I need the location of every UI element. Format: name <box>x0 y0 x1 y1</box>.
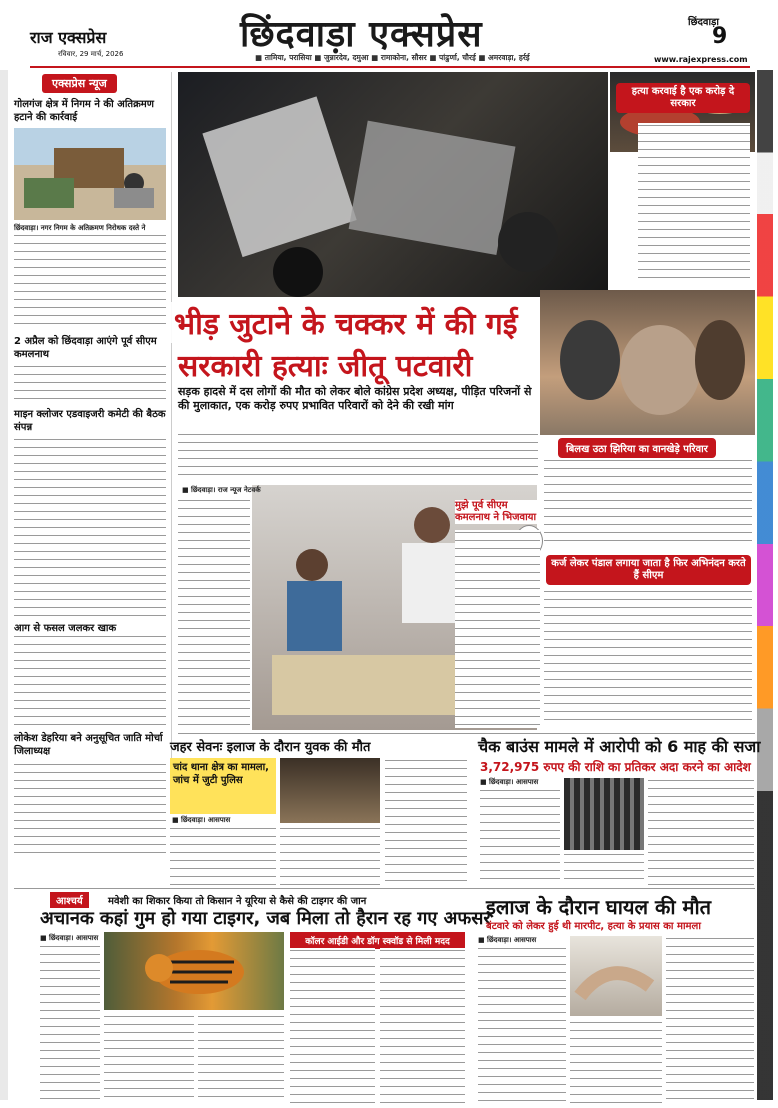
right-box-2 <box>540 438 755 551</box>
right-box-1-title: हत्या करवाई है एक करोड़ दे सरकार <box>616 83 750 113</box>
tiger-box-title: कॉलर आईडी और डॉग स्क्वॉड से मिली मदद <box>290 932 465 949</box>
injured-body-1 <box>478 946 566 1104</box>
cheque-body-1 <box>480 788 560 886</box>
color-strip <box>757 70 773 1100</box>
theft-photo <box>280 758 380 823</box>
lead-photo-accident <box>178 72 608 297</box>
issue-date: रविवार, 29 मार्च, 2026 <box>58 50 124 58</box>
sidebar-story-4-body <box>14 634 166 728</box>
poison-body-1 <box>280 826 380 886</box>
injured-body-2 <box>570 1020 662 1104</box>
lead-sub-title: मुझे पूर्व सीएम कमलनाथ ने भिजवाया <box>455 500 545 524</box>
injured-photo <box>570 936 662 1016</box>
cheque-body-3 <box>648 778 754 886</box>
page-number: 9 <box>712 24 728 49</box>
byline-3: ■ छिंदवाड़ा। आसपास <box>480 778 539 786</box>
sidebar-story-2-title: 2 अप्रैल को छिंदवाड़ा आएंगे पूर्व सीएम कमलनाथ <box>14 336 157 360</box>
byline-1: छिंदवाड़ा। नगर निगम के अतिक्रमण निरोधक दस्ते ने <box>14 224 146 232</box>
right-box-1 <box>610 83 755 290</box>
lead-body-col-1 <box>178 498 250 728</box>
sidebar-story-5-title: लोकेश डेहरिया बने अनुसूचित जाति मोर्चा जिलाध्यक्ष <box>14 733 163 757</box>
cheque-title: चैक बाउंस मामले में आरोपी को 6 माह की सजा <box>478 737 761 756</box>
right-photo-mourners <box>540 290 755 435</box>
byline-2: ■ छिंदवाड़ा। आसपास <box>172 816 231 824</box>
cheque-body-2 <box>564 852 644 886</box>
right-box-1-body <box>638 123 750 283</box>
tiger-body-2 <box>104 1014 194 1104</box>
tiger-kicker: आश्चर्य <box>50 892 89 908</box>
masthead-title: छिंदवाड़ा एक्सप्रेस <box>240 14 483 55</box>
injured-subtitle: बंटवारे को लेकर हुई थी मारपीट, हत्या के प्रयास का मामला <box>486 921 701 932</box>
poison-title: जहर सेवनः इलाज के दौरान युवक की मौत <box>170 740 371 755</box>
masthead-rule <box>30 66 750 68</box>
right-box-3-title: कर्ज लेकर पंडाल लगाया जाता है फिर अभिनंदन करते हैं सीएम <box>546 555 751 585</box>
sidebar-story-5-body <box>14 762 166 856</box>
masthead <box>0 0 778 68</box>
tiger-body-1 <box>40 944 100 1104</box>
city-label: छिंदवाड़ा <box>688 17 719 28</box>
theft-body <box>170 826 276 886</box>
tiger-kicker-2: मवेशी का शिकार किया तो किसान ने यूरिया से कैसे की टाइगर की जान <box>108 896 367 907</box>
lead-deck: सड़क हादसे में दस लोगों की मौत को लेकर बोले कांग्रेस प्रदेश अध्यक्ष, पीड़ित परिजनों से की मुलाकात, एक करोड़ रुपए प्रभावित परिवारों को देने की रखी मांग <box>178 385 532 412</box>
sidebar-story-1-body <box>14 233 166 331</box>
photo-credit: ■ छिंदवाड़ा। राज न्यूज नेटवर्क <box>182 486 261 494</box>
brand-left: राज एक्सप्रेस <box>30 28 107 47</box>
right-box-3 <box>540 555 755 730</box>
tiger-body-5 <box>380 948 465 1104</box>
cheque-photo <box>564 778 644 850</box>
right-box-3-body <box>544 589 752 726</box>
lead-headline-1: भीड़ जुटाने के चक्कर में की गई <box>170 302 522 343</box>
left-bar <box>0 70 8 1100</box>
byline-5: ■ छिंदवाड़ा। आसपास <box>478 936 537 944</box>
sidebar-story-2-body <box>14 364 166 404</box>
tiger-body-4 <box>290 948 375 1104</box>
cheque-subtitle: 3,72,975 रुपए की राशि का प्रतिकर अदा करने का आदेश <box>480 760 751 774</box>
poison-body-2 <box>385 758 467 886</box>
website: www.rajexpress.com <box>654 55 748 64</box>
tiger-photo <box>104 932 284 1010</box>
sidebar-header: एक्सप्रेस न्यूज <box>42 74 117 93</box>
lead-intro <box>178 432 538 477</box>
theft-title: चांद थाना क्षेत्र का मामला, जांच में जुटी पुलिस <box>173 762 269 786</box>
sidebar-story-3-title: माइन क्लोजर एडवाइजरी कमेटी की बैठक संपन्न <box>14 409 166 433</box>
divider-2 <box>14 888 755 889</box>
right-box-2-body <box>544 458 752 548</box>
divider-1 <box>178 733 755 734</box>
sidebar <box>12 72 172 762</box>
encroachment-photo <box>14 128 166 220</box>
sidebar-story-4-title: आग से फसल जलकर खाक <box>14 623 117 634</box>
sidebar-story-3-body <box>14 437 166 617</box>
tiger-body-3 <box>198 1014 284 1104</box>
injured-body-3 <box>666 936 754 1104</box>
edition-list: ■ तामिया, परासिया ■ जुन्नारदेव, दमुआ ■ रामाकोना, सौसर ■ पांढुर्णा, चौरई ■ अमरवाड़ा, हर्रई <box>255 53 530 62</box>
lead-body-col-3 <box>455 530 540 728</box>
tiger-title: अचानक कहां गुम हो गया टाइगर, जब मिला तो हैरान रह गए अफसर <box>40 908 491 929</box>
byline-4: ■ छिंदवाड़ा। आसपास <box>40 934 99 942</box>
injured-title: इलाज के दौरान घायल की मौत <box>486 895 712 919</box>
lead-headline-2: सरकारी हत्याः जीतू पटवारी <box>174 344 476 385</box>
theft-box <box>170 758 276 814</box>
sidebar-story-1-title: गोलगंज क्षेत्र में निगम ने की अतिक्रमण हटाने की कार्रवाई <box>14 99 154 123</box>
right-box-2-title: बिलख उठा झिरिया का वानखेड़े परिवार <box>558 438 716 458</box>
